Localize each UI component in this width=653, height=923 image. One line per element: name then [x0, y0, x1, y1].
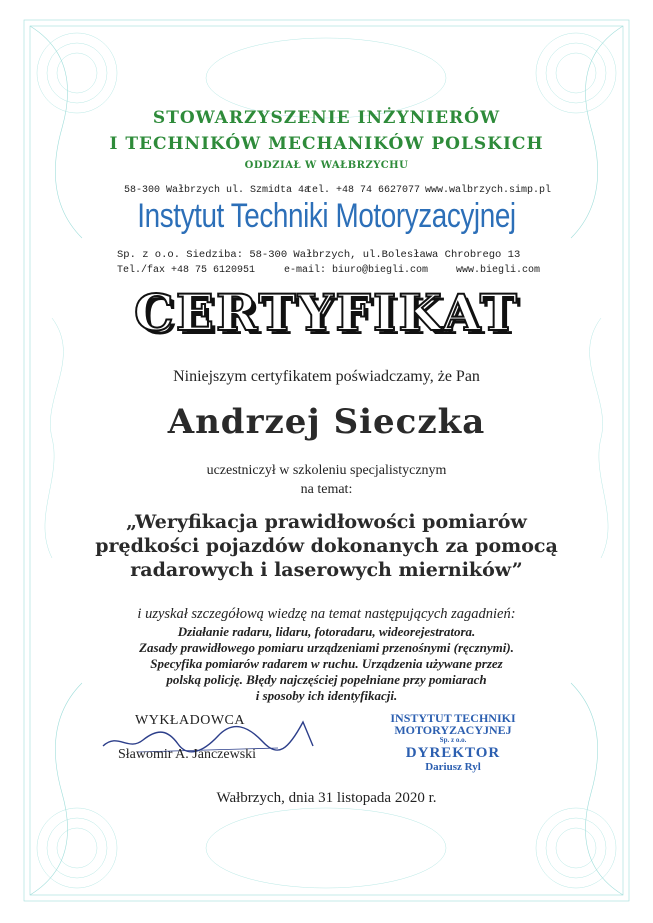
- org-branch: ODDZIAŁ W WAŁBRZYCHU: [244, 160, 409, 171]
- org-name-line1: STOWARZYSZENIE INŻYNIERÓW: [152, 108, 501, 128]
- participation-line1: uczestniczył w szkoleniu specjalistycznym: [206, 463, 447, 478]
- stamp-line3: Sp. z o.o.: [439, 736, 467, 744]
- org-phone: tel. +48 74 6627077: [306, 185, 421, 196]
- stamp-line1: INSTYTUT TECHNIKI: [390, 711, 516, 725]
- knowledge-line: polską policję. Błędy najczęściej popełniane przy pomiarach: [166, 672, 487, 687]
- topic-line: „Weryfikacja prawidłowości pomiarów: [126, 511, 527, 533]
- knowledge-intro: i uzyskał szczegółową wiedzę na temat następujących zagadnień:: [137, 606, 516, 622]
- topic-line: radarowych i laserowych mierników”: [130, 559, 523, 581]
- certificate-title: CERTYFIKAT: [133, 283, 520, 342]
- intro-text: Niniejszym certyfikatem poświadczamy, że Pan: [173, 368, 480, 385]
- stamp-line2: MOTORYZACYJNEJ: [394, 723, 512, 737]
- stamp-name: Dariusz Ryl: [425, 761, 481, 773]
- knowledge-line: i sposoby ich identyfikacji.: [255, 688, 398, 703]
- place-date: Wałbrzych, dnia 31 listopada 2020 r.: [216, 790, 437, 806]
- lecturer-role: WYKŁADOWCA: [135, 713, 245, 728]
- topic-title: [0, 510, 653, 582]
- institute-name: Instytut Techniki Motoryzacyjnej: [137, 197, 516, 235]
- institute-phone: Tel./fax +48 75 6120951: [117, 265, 256, 276]
- org-address: 58-300 Wałbrzych ul. Szmidta 4a: [124, 185, 311, 196]
- stamp-role: DYREKTOR: [405, 745, 501, 761]
- knowledge-line: Zasady prawidłowego pomiaru urządzeniami przenośnymi (ręcznymi).: [139, 640, 514, 655]
- participation-line2: na temat:: [300, 482, 353, 497]
- institute-email: e-mail: biuro@biegli.com: [284, 265, 429, 276]
- lecturer-name: Sławomir A. Janczewski: [118, 747, 257, 762]
- institute-address: Sp. z o.o. Siedziba: 58-300 Wałbrzych, ul.Bolesława Chrobrego 13: [117, 249, 521, 261]
- director-stamp: [378, 712, 528, 773]
- topic-line: prędkości pojazdów dokonanych za pomocą: [95, 535, 558, 557]
- knowledge-line: Działanie radaru, lidaru, fotoradaru, wideorejestratora.: [177, 624, 476, 639]
- knowledge-list: [0, 624, 653, 704]
- recipient-name: Andrzej Sieczka: [167, 402, 486, 442]
- org-web: www.walbrzych.simp.pl: [425, 185, 552, 196]
- knowledge-line: Specyfika pomiarów radarem w ruchu. Urządzenia używane przez: [150, 656, 503, 671]
- institute-web: www.biegli.com: [456, 265, 541, 276]
- org-name-line2: I TECHNIKÓW MECHANIKÓW POLSKICH: [109, 134, 544, 154]
